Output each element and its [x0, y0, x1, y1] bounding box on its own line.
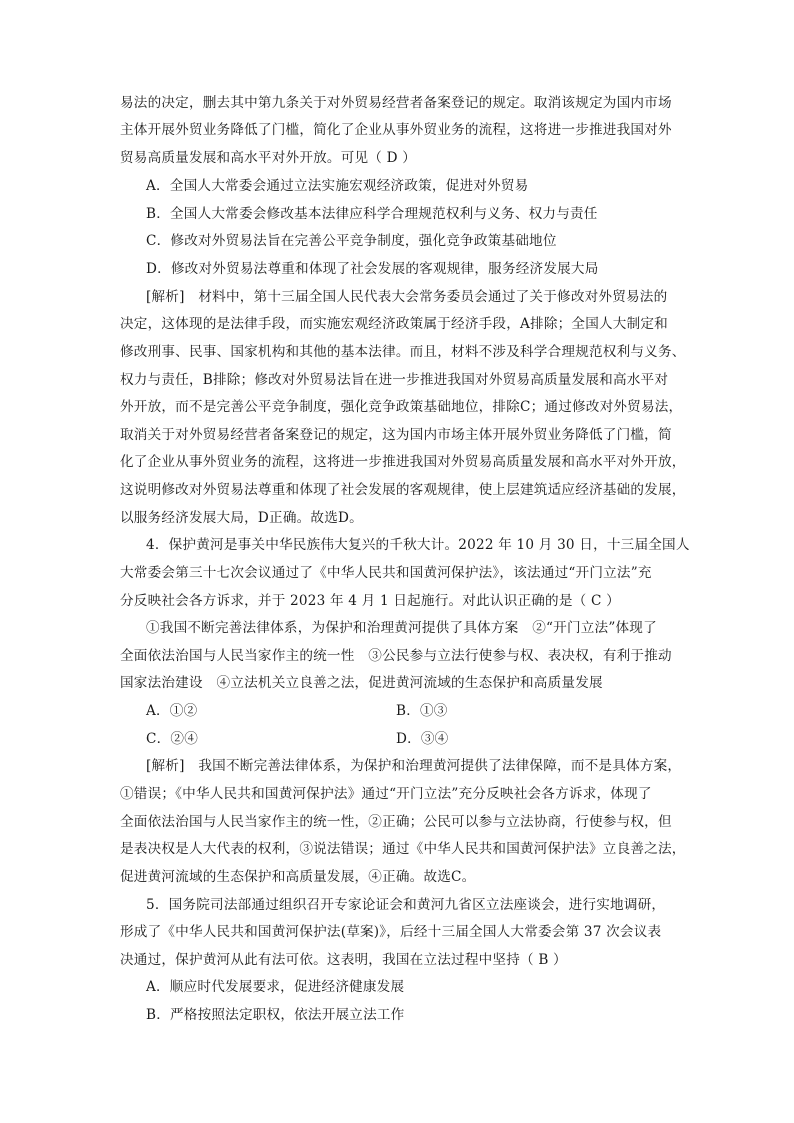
q3-option-b: B．全国人大常委会修改基本法律应科学合理规范权利与义务、权力与责任: [146, 206, 598, 222]
q4-analysis-line: 全面依法治国与人民当家作主的统一性，②正确；公民可以参与立法协商，行使参与权，但: [120, 814, 672, 830]
q5-option-b: B．严格按照法定职权，依法开展立法工作: [146, 1007, 405, 1023]
q4-stem-line: 大常委会第三十七次会议通过了《中华人民共和国黄河保护法》，该法通过“开门立法”充: [120, 565, 652, 581]
q3-analysis-line: 化了企业从事外贸业务的流程，这将进一步推进我国对外贸易高质量发展和高水平对外开放，: [120, 454, 686, 470]
q3-analysis-line: [解析] 材料中，第十三届全国人民代表大会常务委员会通过了关于修改对外贸易法的: [146, 289, 668, 305]
q4-option-c: C．②④: [146, 731, 198, 747]
q4-statement-line: 国家法治建设 ④立法机关立良善之法，促进黄河流域的生态保护和高质量发展: [120, 675, 603, 691]
q5-option-a: A．顺应时代发展要求，促进经济健康发展: [146, 979, 405, 995]
q4-analysis-line: [解析] 我国不断完善法律体系，为保护和治理黄河提供了法律保障，而不是具体方案，: [146, 758, 682, 774]
q3-analysis-line: 这说明修改对外贸易法尊重和体现了社会发展的客观规律，使上层建筑适应经济基础的发展，: [120, 482, 686, 498]
q4-stem-line: 分反映社会各方诉求，并于 2023 年 4 月 1 日起施行。对此认识正确的是（ C ）: [120, 593, 620, 609]
q3-analysis-line: 取消关于对外贸易经营者备案登记的规定，这为国内市场主体开展外贸业务降低了门槛，简: [120, 427, 672, 443]
q4-analysis-line: 促进黄河流域的生态保护和高质量发展，④正确。故选C。: [120, 869, 476, 885]
q5-stem-line: 5．国务院司法部通过组织召开专家论证会和黄河九省区立法座谈会，进行实地调研，: [146, 897, 666, 913]
q3-analysis-line: 决定，这体现的是法律手段，而实施宏观经济政策属于经济手段，A排除；全国人大制定和: [120, 316, 668, 332]
q3-stem-line: 主体开展外贸业务降低了门槛，简化了企业从事外贸业务的流程，这将进一步推进我国对外: [120, 122, 672, 138]
q3-analysis-line: 外开放，而不是完善公平竞争制度，强化竞争政策基础地位，排除C；通过修改对外贸易法，: [120, 399, 683, 415]
q3-option-a: A．全国人大常委会通过立法实施宏观经济政策，促进对外贸易: [146, 178, 529, 194]
q4-option-d: D．③④: [396, 731, 449, 747]
q4-stem-line: 4．保护黄河是事关中华民族伟大复兴的千秋大计。2022 年 10 月 30 日，十三届全国人: [146, 537, 690, 553]
q3-analysis-line: 权力与责任，B排除；修改对外贸易法旨在进一步推进我国对外贸易高质量发展和高水平对: [120, 372, 669, 388]
q5-stem-line: 形成了《中华人民共和国黄河保护法(草案)》，后经十三届全国人大常委会第 37 次会议表: [120, 924, 662, 940]
q3-stem-line: 贸易高质量发展和高水平对外开放。可见（ D ）: [120, 150, 417, 166]
q3-option-d: D．修改对外贸易法尊重和体现了社会发展的客观规律，服务经济发展大局: [146, 261, 599, 277]
q3-option-c: C．修改对外贸易法旨在完善公平竞争制度，强化竞争政策基础地位: [146, 233, 557, 249]
q3-analysis-line: 修改刑事、民事、国家机构和其他的基本法律。而且，材料不涉及科学合理规范权利与义务、: [120, 344, 686, 360]
q3-analysis-line: 以服务经济发展大局，D正确。故选D。: [120, 510, 363, 526]
q4-statement-line: ①我国不断完善法律体系，为保护和治理黄河提供了具体方案 ②“开门立法”体现了: [146, 620, 657, 636]
q4-statement-line: 全面依法治国与人民当家作主的统一性 ③公民参与立法行使参与权、表决权，有利于推动: [120, 648, 672, 664]
q3-stem-line: 易法的决定，删去其中第九条关于对外贸易经营者备案登记的规定。取消该规定为国内市场: [120, 95, 672, 111]
q4-option-b: B．①③: [396, 703, 448, 719]
q5-stem-line: 决通过，保护黄河从此有法可依。这表明，我国在立法过程中坚持（ B ）: [120, 952, 567, 968]
q4-analysis-line: ①错误；《中华人民共和国黄河保护法》通过“开门立法”充分反映社会各方诉求，体现了: [120, 786, 652, 802]
q4-option-a: A．①②: [146, 703, 198, 719]
q4-analysis-line: 是表决权是人大代表的权利，③说法错误；通过《中华人民共和国黄河保护法》立良善之法，: [120, 841, 686, 857]
